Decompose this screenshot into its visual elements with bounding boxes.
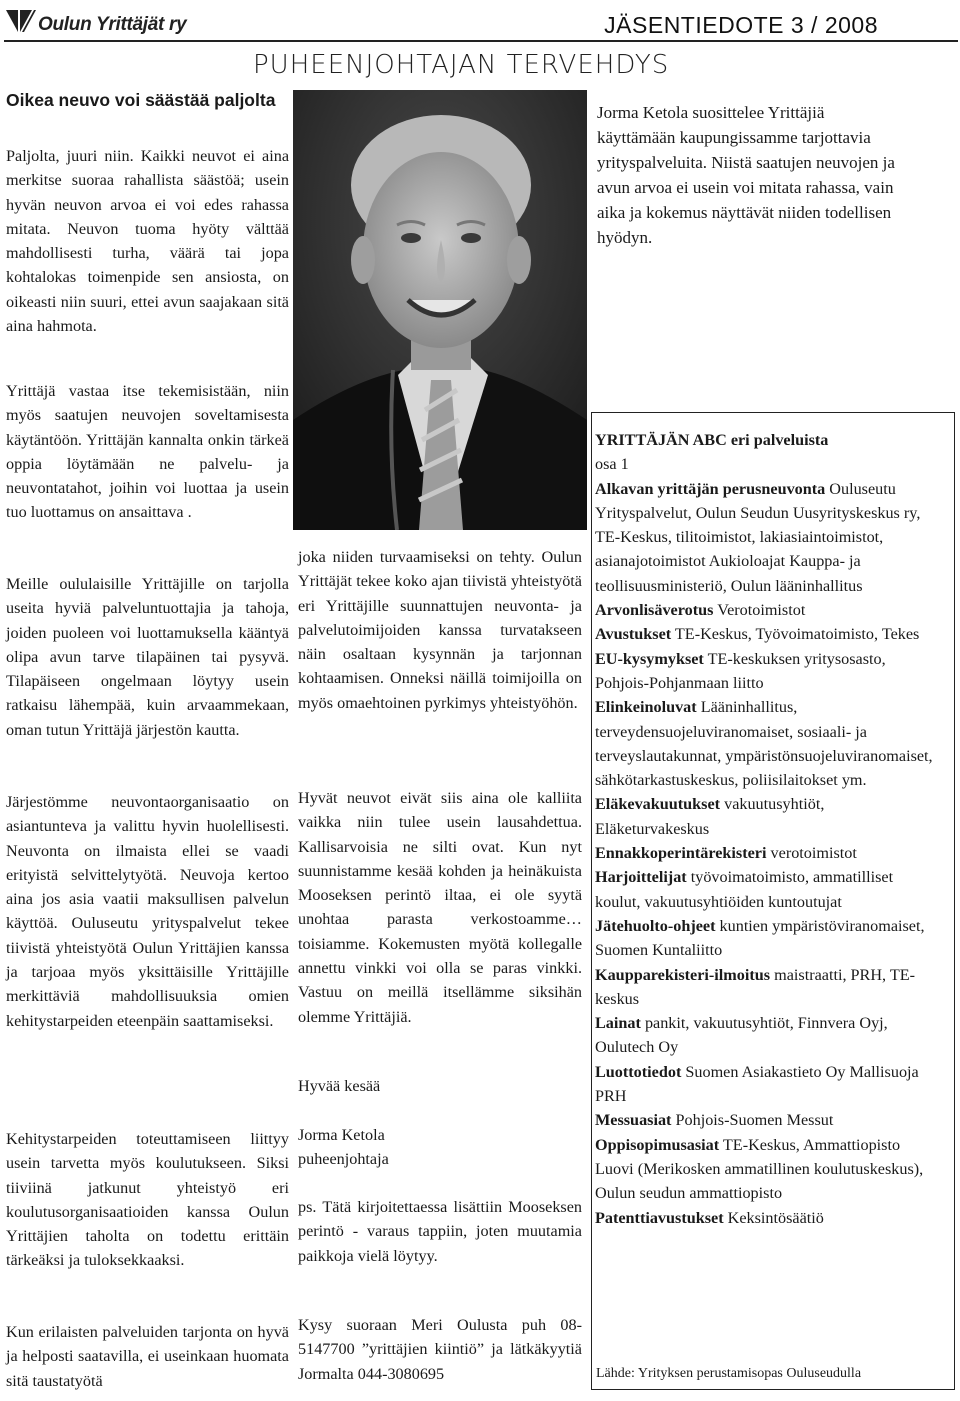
abc-entry xyxy=(595,792,941,841)
abc-entry-desc: Lääninhallitus, terveydensuojeluviranomaiset, sosiaali- ja terveyslautakunnat, ympäristönsuojeluviranomaiset, sähkötarkastuskeskus, poliisilaitokset ym. xyxy=(595,698,933,790)
abc-entry xyxy=(595,1133,941,1206)
abc-entry-term: Avustukset xyxy=(595,625,672,644)
abc-entry xyxy=(595,1011,941,1060)
abc-entry-desc: kuntien ympäristöviranomaiset, Suomen Kuntaliitto xyxy=(595,916,925,960)
abc-entry-term: Oppisopimusasiat xyxy=(595,1135,720,1154)
abc-box-content xyxy=(595,428,941,1230)
abc-entry xyxy=(595,963,941,1012)
paragraph: Meille oululaisille Yrittäjille on tarjolla useita hyviä palveluntuottajia ja tahoja, joiden puoleen voi luottamuksella kääntyä olipa avun tarve tilapäinen tai pysyvä. Tilapäiseen ongelmaan löytyy usein ratkaisu lähempää, kuin arvaammekaan, oman tutun Yrittäjä järjestön kautta. xyxy=(6,575,289,739)
abc-entry-desc: maistraatti, PRH, TE-keskus xyxy=(595,965,915,1008)
abc-entry-term: Messuasiat xyxy=(595,1111,672,1130)
abc-entry xyxy=(595,477,941,598)
postscript: ps. Tätä kirjoitettaessa lisättiin Mooseksen perintö - varaus tappiin, joten muutamia paikkoja vielä löytyy. xyxy=(298,1198,582,1265)
abc-entry-term: Patenttiavustukset xyxy=(595,1208,724,1227)
abc-entry-desc: verotoimistot xyxy=(770,844,857,863)
paragraph: Kehitystarpeiden toteuttamiseen liittyy usein tarvetta myös koulutukseen. Siksi tiiviinä jatkunut yhteistyö eri koulutusorganisaatioiden kanssa Oulun Yrittäjien taholta on todettu erittäin tärkeäksi ja tuloksekkaaksi. xyxy=(6,1130,289,1270)
abc-title: YRITTÄJÄN ABC eri palveluista xyxy=(595,431,829,449)
portrait-photo xyxy=(293,90,587,530)
header-rule xyxy=(4,40,958,42)
abc-entry-term: Ennakkoperintärekisteri xyxy=(595,844,767,863)
abc-entry xyxy=(595,695,941,792)
abc-entry-desc: Ouluseutu Yrityspalvelut, Oulun Seudun Uusyrityskeskus ry, TE-Keskus, tilitoimistot, lakiasiaintoimistot, asianajotoimistot Aukioloajat Kauppa- ja teollisuusministeriö, Oulun lääninhallitus xyxy=(595,479,921,595)
logo xyxy=(4,6,194,40)
abc-entry-desc: Pohjois-Suomen Messut xyxy=(675,1111,834,1130)
abc-entry-term: Arvonlisäverotus xyxy=(595,601,714,620)
abc-entry xyxy=(595,1108,941,1132)
abc-entry xyxy=(595,622,941,646)
paragraph: Hyvät neuvot eivät siis aina ole kalliita vaikka niin tulee usein lausahdettua. Kallisarvoisia ne silti ovat. Kun nyt suunnistamme kesää kohden ja heinäkuista Mooseksen perintö iltaa, ei ole syytä unohtaa parasta verkostoamme… toisiamme. Kokemusten myötä kollegalle annettu vinkki voi olla se paras vinkki. Vastuu on meillä itsellämme siksihän olemme Yrittäjiä. xyxy=(298,789,582,1026)
abc-entry-desc: TE-keskuksen yritysosasto, Pohjois-Pohjanmaan liitto xyxy=(595,649,886,692)
abc-entry xyxy=(595,647,941,696)
logo-text: Oulun Yrittäjät ry xyxy=(38,14,187,35)
abc-entry-desc: Suomen Asiakastieto Oy Mallisuoja PRH xyxy=(595,1062,919,1106)
abc-entry-term: Alkavan yrittäjän perusneuvonta xyxy=(595,479,826,498)
abc-entry-desc: pankit, vakuutusyhtiöt, Finnvera Oyj, Oulutech Oy xyxy=(595,1014,888,1057)
abc-entry xyxy=(595,865,941,914)
abc-entry xyxy=(595,841,941,865)
paragraph: Järjestömme neuvontaorganisaatio on asiantunteva ja valittu hyvin huolellisesti. Neuvonta on ilmaista ellei se vaadi erityistä selvittelytyötä. Neuvoja kertoo aina jos asia vaatii maksullisen palvelun käyttöä. Ouluseutu yrityspalvelut tekee tiivistä yhteistyötä Oulun Yrittäjien kanssa ja tarjoaa myös yksittäisille Yrittäjille merkittäviä mahdollisuuksia omien kehitystarpeiden eteenpäin saattamiseksi. xyxy=(6,793,289,1030)
abc-entry-desc: TE-Keskus, Ammattiopisto Luovi (Merikosken ammatillinen koulutuskeskus), Oulun seudun ammattiopisto xyxy=(595,1135,924,1203)
abc-entry-term: Kaupparekisteri-ilmoitus xyxy=(595,965,771,984)
abc-entry-desc: vakuutusyhtiöt, Eläketurvakeskus xyxy=(595,795,825,838)
section-title: PUHEENJOHTAJAN TERVEHDYS xyxy=(253,50,670,80)
abc-entry-term: Eläkevakuutukset xyxy=(595,795,721,814)
abc-entry-term: Elinkeinoluvat xyxy=(595,698,697,717)
logo-mark-icon xyxy=(4,6,38,36)
issue-label: JÄSENTIEDOTE 3 / 2008 xyxy=(604,12,878,38)
abc-entry-desc: TE-Keskus, Työvoimatoimisto, Tekes xyxy=(674,625,920,644)
abc-entry-term: EU-kysymykset xyxy=(595,649,704,668)
abc-entry-term: Lainat xyxy=(595,1014,641,1033)
abc-entry xyxy=(595,914,941,963)
article-headline: Oikea neuvo voi säästää paljolta xyxy=(6,90,276,110)
paragraph: Yrittäjä vastaa itse tekemisistään, niin myös saatujen neuvojen soveltamisesta käytäntöön. Yrittäjän kannalta onkin tärkeä oppia löytämään ne palvelu- ja neuvontatahot, joihin voi luottaa ja usein tuo luottamus on ansaittava . xyxy=(6,382,289,522)
abc-subtitle: osa 1 xyxy=(595,455,629,474)
source-note: Lähde: Yrityksen perustamisopas Ouluseudulla xyxy=(596,1366,862,1381)
paragraph: Paljolta, juuri niin. Kaikki neuvot ei aina merkitse suoraa rahallista säästöä; usein hyvän neuvon arvoa ei voi edes rahassa mitata. Neuvon tuoma hyöty välttää mahdollisesti turha, väärä tai jopa kohtalokas toimenpide sen ansiosta, on oikeasti niin suuri, ettei avun saajakaan sitä aina hahmota. xyxy=(6,147,289,336)
closing-greeting: Hyvää kesää xyxy=(298,1077,381,1095)
abc-entries xyxy=(595,477,941,1230)
paragraph: Kun erilaisten palveluiden tarjonta on hyvä ja helposti saatavilla, ei useinkaan huomata sitä taustatyötä xyxy=(6,1323,289,1390)
photo-caption: Jorma Ketola suosittelee Yrittäjiä käyttämään kaupungissamme tarjottavia yrityspalveluita. Niistä saatujen neuvojen ja avun arvoa ei usein voi mitata rahassa, vain aika ja kokemus näyttävät niiden todellisen hyödyn. xyxy=(597,103,895,247)
abc-entry xyxy=(595,1206,941,1230)
abc-entry xyxy=(595,598,941,622)
abc-entry-term: Luottotiedot xyxy=(595,1062,682,1081)
abc-entry-desc: Verotoimistot xyxy=(717,601,806,620)
abc-entry xyxy=(595,1060,941,1109)
abc-entry-term: Jätehuolto-ohjeet xyxy=(595,916,716,935)
abc-entry-desc: työvoimatoimisto, ammatilliset koulut, vakuutusyhtiöiden kuntoutujat xyxy=(595,868,894,911)
signature: Jorma Ketola puheenjohtaja xyxy=(298,1126,389,1169)
contact-note: Kysy suoraan Meri Oulusta puh 08-5147700 ”yrittäjien kiintiö” ja lätkäkyytiä Jormalta 044-3080695 xyxy=(298,1316,582,1383)
abc-entry-desc: Keksintösäätiö xyxy=(727,1208,824,1227)
abc-entry-term: Harjoittelijat xyxy=(595,868,687,887)
paragraph: joka niiden turvaamiseksi on tehty. Oulun Yrittäjät tekee koko ajan tiivistä yhteistyötä eri Yrittäjille suunnattujen neuvonta- ja palvelutoimijoiden kanssa turvatakseen näin osaltaan kysynnän ja tarjonnan kohtaamisen. Onneksi näillä toimijoilla on myös omaehtoinen pyrkimys yhteistyöhön. xyxy=(298,548,582,712)
